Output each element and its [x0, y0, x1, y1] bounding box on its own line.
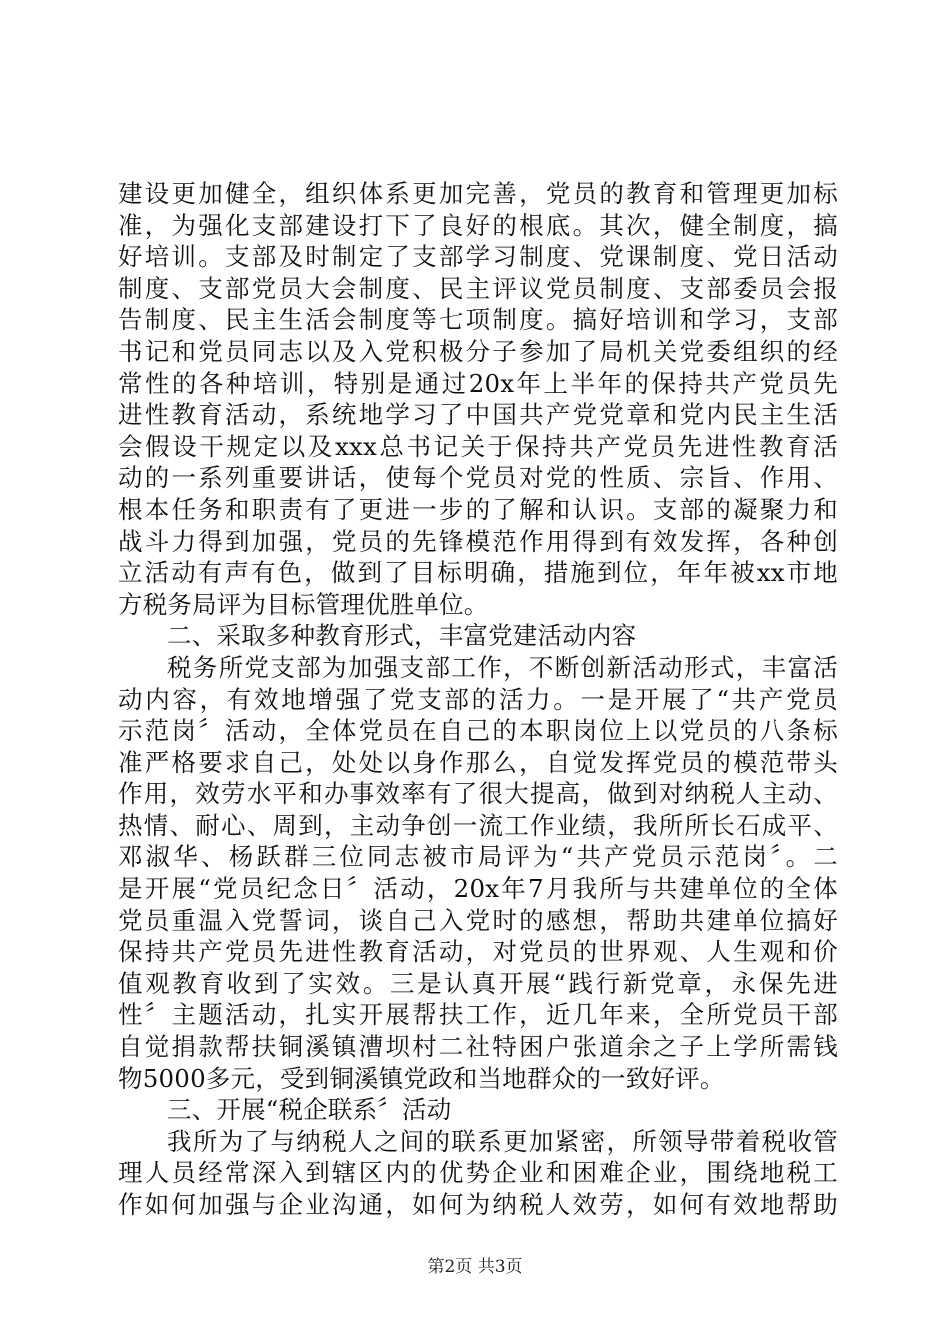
page-footer: 第2页 共3页: [427, 1257, 523, 1277]
paragraph-line: 物5000多元，受到铜溪镇党政和当地群众的一致好评。: [118, 1063, 725, 1093]
section-heading: 三、开展“税企联系〞活动: [167, 1095, 452, 1125]
paragraph-line: 准，为强化支部建设打下了良好的根底。其次，健全制度，搞: [118, 210, 838, 240]
paragraph-line: 告制度、民主生活会制度等七项制度。搞好培训和学习，支部: [118, 305, 838, 335]
paragraph-line: 根本任务和职责有了更进一步的了解和认识。支部的凝聚力和: [118, 494, 838, 524]
paragraph-line: 理人员经常深入到辖区内的优势企业和困难企业，围绕地税工: [118, 1158, 838, 1188]
document-body: [118, 178, 838, 1221]
paragraph-line: 作用，效劳水平和办事效率有了很大提高，做到对纳税人主动、: [118, 779, 838, 809]
paragraph-line: 进性教育活动，系统地学习了中国共产党党章和党内民主生活: [118, 400, 838, 430]
paragraph-line: 保持共产党员先进性教育活动，对党员的世界观、人生观和价: [118, 937, 838, 967]
paragraph-line: 值观教育收到了实效。三是认真开展“践行新党章，永保先进: [118, 968, 838, 998]
paragraph-line: 书记和党员同志以及入党积极分子参加了局机关党委组织的经: [118, 336, 838, 366]
paragraph-line: 战斗力得到加强，党员的先锋模范作用得到有效发挥，各种创: [118, 526, 838, 556]
paragraph-line: 建设更加健全，组织体系更加完善，党员的教育和管理更加标: [118, 179, 838, 208]
paragraph-line: 制度、支部党员大会制度、民主评议党员制度、支部委员会报: [118, 273, 838, 303]
paragraph-line: 作如何加强与企业沟通，如何为纳税人效劳，如何有效地帮助: [118, 1190, 838, 1219]
paragraph-line: 动的一系列重要讲话，使每个党员对党的性质、宗旨、作用、: [118, 463, 838, 493]
section-heading: 二、采取多种教育形式，丰富党建活动内容: [167, 621, 637, 651]
paragraph-line: 会假设干规定以及xxx总书记关于保持共产党员先进性教育活: [118, 431, 838, 461]
paragraph-line: 性〞主题活动，扎实开展帮扶工作，近几年来，全所党员干部: [118, 1000, 838, 1030]
paragraph-line: 准严格要求自己，处处以身作那么，自觉发挥党员的模范带头: [118, 747, 838, 777]
paragraph-line: 热情、耐心、周到，主动争创一流工作业绩，我所所长石成平、: [118, 810, 838, 840]
paragraph-line: 自觉捐款帮扶铜溪镇漕坝村二社特困户张道余之子上学所需钱: [118, 1032, 838, 1062]
paragraph-line: 邓淑华、杨跃群三位同志被市局评为“共产党员示范岗〞。二: [118, 842, 838, 872]
paragraph-line: 方税务局评为目标管理优胜单位。: [118, 589, 489, 619]
paragraph-line: 是开展“党员纪念日〞活动，20x年7月我所与共建单位的全体: [118, 874, 838, 904]
paragraph-line: 好培训。支部及时制定了支部学习制度、党课制度、党日活动: [118, 242, 838, 272]
paragraph-line: 税务所党支部为加强支部工作，不断创新活动形式，丰富活: [167, 652, 838, 682]
paragraph-line: 示范岗〞活动，全体党员在自己的本职岗位上以党员的八条标: [118, 716, 838, 746]
paragraph-line: 我所为了与纳税人之间的联系更加紧密，所领导带着税收管: [167, 1126, 838, 1156]
paragraph-line: 动内容，有效地增强了党支部的活力。一是开展了“共产党员: [118, 684, 838, 714]
paragraph-line: 立活动有声有色，做到了目标明确，措施到位，年年被xx市地: [118, 558, 838, 588]
paragraph-line: 常性的各种培训，特别是通过20x年上半年的保持共产党员先: [118, 368, 838, 398]
paragraph-line: 党员重温入党誓词，谈自己入党时的感想，帮助共建单位搞好: [118, 905, 838, 935]
